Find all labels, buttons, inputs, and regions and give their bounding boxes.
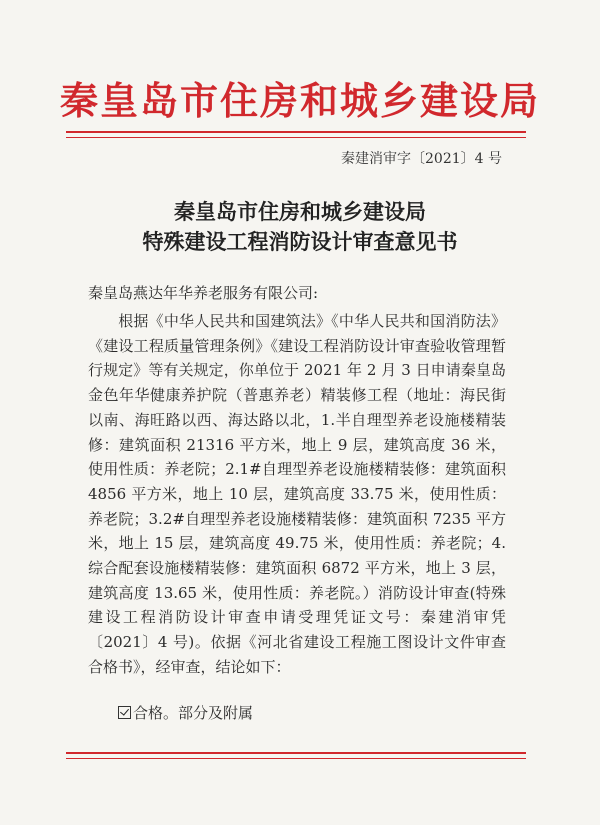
document-title-line1: 秦皇岛市住房和城乡建设局 bbox=[174, 199, 426, 224]
footer-divider-thin bbox=[66, 758, 526, 759]
org-letterhead: 秦皇岛市住房和城乡建设局 bbox=[59, 78, 540, 123]
checkbox-checked-icon bbox=[118, 706, 131, 719]
conclusion bbox=[118, 702, 253, 723]
document-title-line2: 特殊建设工程消防设计审查意见书 bbox=[142, 229, 458, 254]
conclusion-text: 合格。部分及附属 bbox=[133, 704, 254, 722]
header-divider-thin bbox=[66, 137, 526, 138]
footer-divider-thick bbox=[66, 752, 526, 754]
document-number: 秦建消审字〔2021〕4 号 bbox=[341, 151, 502, 167]
recipient: 秦皇岛燕达年华养老服务有限公司: bbox=[88, 284, 319, 302]
body-paragraph-wrapper bbox=[88, 309, 506, 680]
body-paragraph: 根据《中华人民共和国建筑法》《中华人民共和国消防法》《建设工程质量管理条例》《建设工程消防设计审查验收管理暂行规定》等有关规定，你单位于 2021 年 2 月 3 日申请秦皇岛金色年华健康养护院（普惠养老）精装修工程（地址：海民街以南、海旺路以西、海达路以北，1.半自理型养老设施楼精装修：建筑面积 21316 平方米，地上 9 层，建筑高度 36 米，使用性质：养老院；2.1#自理型养老设施楼精装修：建筑面积 4856 平方米，地上 10 层，建筑高度 33.75 米，使用性质：养老院；3.2#自理型养老设施楼精装修：建筑面积 7235 平方米，地上 15 层，建筑高度 49.75 米，使用性质：养老院；4.综合配套设施楼精装修：建筑面积 6872 平方米，地上 3 层，建筑高度 13.65 米，使用性质：养老院。）消防设计审查(特殊建设工程消防设计审查申请受理凭证文号：秦建消审凭〔2021〕4 号)。依据《河北省建设工程施工图设计文件审查合格书》，经审查，结论如下： bbox=[88, 312, 506, 676]
header-divider-thick bbox=[66, 131, 526, 133]
